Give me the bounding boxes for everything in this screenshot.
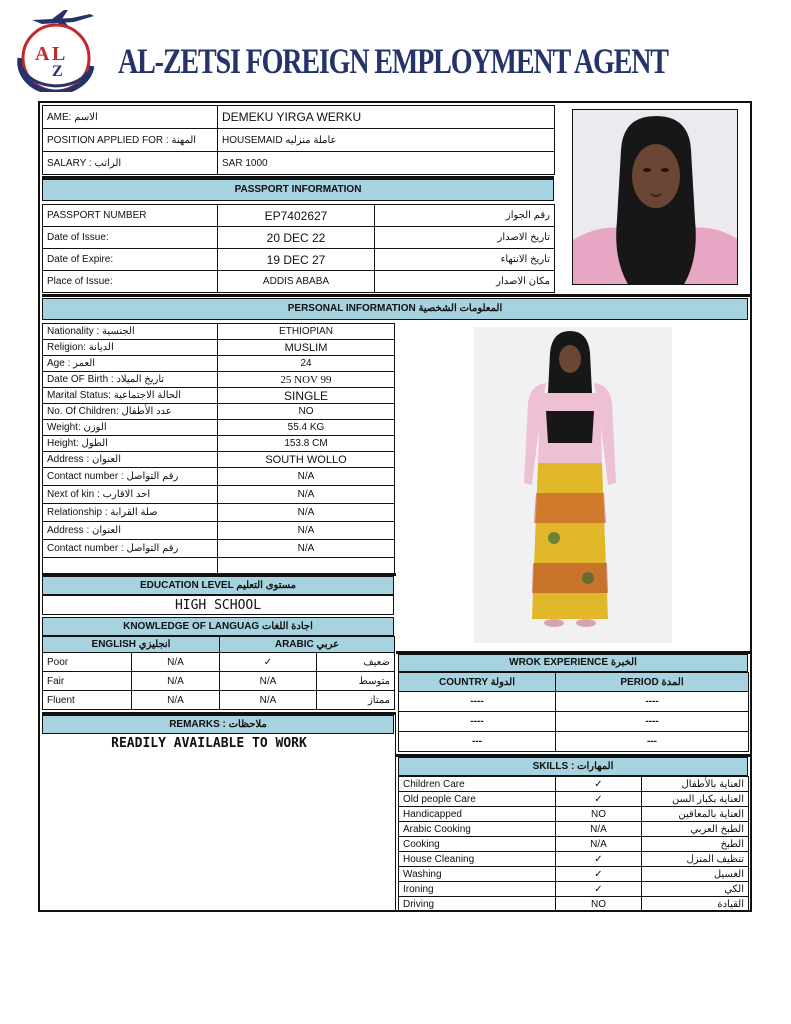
experience-row <box>399 712 749 732</box>
skill-name-ar: العناية بالمعاقين <box>642 807 749 822</box>
next-of-kin-label: Next of kin : احد الاقارب <box>43 486 218 504</box>
marital-status-label: Marital Status: الحالة الاجتماعية <box>43 388 218 404</box>
personal-row <box>43 340 395 356</box>
nationality-value: ETHIOPIAN <box>218 324 395 340</box>
salary-label: SALARY : الراتب <box>43 152 218 175</box>
next-of-kin-value: N/A <box>218 486 395 504</box>
personal-section-title: PERSONAL INFORMATION المعلومات الشخصية <box>42 298 748 320</box>
passport-table <box>42 204 555 293</box>
remarks-divider <box>395 715 396 911</box>
personal-info-table <box>42 323 395 574</box>
skill-row <box>399 837 749 852</box>
expire-date-ar: تاريخ الانتهاء <box>375 249 555 271</box>
passport-row <box>43 271 555 293</box>
skill-row <box>399 822 749 837</box>
skill-name: Arabic Cooking <box>399 822 556 837</box>
height-value: 153.8 CM <box>218 436 395 452</box>
contact-number-value: N/A <box>218 468 395 486</box>
full-body-photo <box>396 323 750 653</box>
skill-row <box>399 777 749 792</box>
personal-row <box>43 468 395 486</box>
skill-row <box>399 897 749 912</box>
language-row <box>43 653 395 672</box>
language-level-ar: ممتاز <box>317 691 395 710</box>
birth-date-value: 25 NOV 99 <box>218 372 395 388</box>
personal-row <box>43 540 395 558</box>
skill-name: Handicapped <box>399 807 556 822</box>
skill-row <box>399 882 749 897</box>
personal-row <box>43 324 395 340</box>
logo-letter-l: L <box>52 43 66 65</box>
place-of-issue-value: ADDIS ABABA <box>218 271 375 293</box>
age-value: 24 <box>218 356 395 372</box>
personal-row <box>43 388 395 404</box>
experience-section-title: WROK EXPERIENCE الخبرة <box>398 654 748 672</box>
period-header: PERIOD المدة <box>556 673 749 692</box>
passport-row <box>43 249 555 271</box>
position-label: POSITION APPLIED FOR : المهنة <box>43 129 218 152</box>
basic-info-table <box>42 105 555 175</box>
skill-name-ar: الطبخ <box>642 837 749 852</box>
section-divider <box>42 294 750 297</box>
place-of-issue-label: Place of Issue: <box>43 271 218 293</box>
remarks-value: READILY AVAILABLE TO WORK <box>111 736 307 751</box>
skill-value: ✓ <box>556 852 642 867</box>
position-value: HOUSEMAID عاملة منزليه <box>218 129 555 152</box>
skill-row <box>399 807 749 822</box>
religion-value: MUSLIM <box>218 340 395 356</box>
skill-name: Ironing <box>399 882 556 897</box>
english-header: ENGLISH انجليزي <box>43 637 220 653</box>
skill-value: N/A <box>556 822 642 837</box>
personal-row <box>43 356 395 372</box>
personal-row <box>43 404 395 420</box>
skill-name: Cooking <box>399 837 556 852</box>
skill-name-ar: الغسيل <box>642 867 749 882</box>
kin-address-value: N/A <box>218 522 395 540</box>
passport-section-title: PASSPORT INFORMATION <box>42 179 554 201</box>
logo-letter-z: Z <box>52 63 63 80</box>
experience-period: ---- <box>556 712 749 732</box>
english-level-value: N/A <box>132 672 220 691</box>
arabic-level-value: N/A <box>220 691 317 710</box>
address-value: SOUTH WOLLO <box>218 452 395 468</box>
language-level: Fair <box>43 672 132 691</box>
personal-row <box>43 420 395 436</box>
issue-date-label: Date of Issue: <box>43 227 218 249</box>
issue-date-ar: تاريخ الاصدار <box>375 227 555 249</box>
nationality-label: Nationality : الجنسية <box>43 324 218 340</box>
languages-table <box>42 636 395 710</box>
kin-contact-value: N/A <box>218 540 395 558</box>
country-header: COUNTRY الدولة <box>399 673 556 692</box>
skill-value: NO <box>556 807 642 822</box>
language-row <box>43 672 395 691</box>
skills-section-title: SKILLS : المهارات <box>398 757 748 776</box>
agency-logo <box>12 6 102 92</box>
experience-table <box>398 672 749 752</box>
birth-date-label: Date OF Birth : تاريخ الميلاد <box>43 372 218 388</box>
language-level-ar: متوسط <box>317 672 395 691</box>
kin-address-label: Address : العنوان <box>43 522 218 540</box>
relationship-value: N/A <box>218 504 395 522</box>
skills-table <box>398 776 749 912</box>
empty-cell <box>43 558 218 574</box>
skill-value: ✓ <box>556 882 642 897</box>
skill-value: ✓ <box>556 867 642 882</box>
marital-status-value: SINGLE <box>218 388 395 404</box>
kin-contact-label: Contact number : رقم التواصل <box>43 540 218 558</box>
skill-name-ar: الطبخ العربي <box>642 822 749 837</box>
children-value: NO <box>218 404 395 420</box>
experience-row <box>399 692 749 712</box>
experience-period: ---- <box>556 692 749 712</box>
personal-row <box>43 436 395 452</box>
name-value: DEMEKU YIRGA WERKU <box>218 106 555 129</box>
skill-row <box>399 852 749 867</box>
skill-value: ✓ <box>556 777 642 792</box>
salary-value: SAR 1000 <box>218 152 555 175</box>
language-level: Poor <box>43 653 132 672</box>
experience-period: --- <box>556 732 749 752</box>
skill-name: House Cleaning <box>399 852 556 867</box>
remarks-section-title: REMARKS : ملاحظات <box>42 715 394 734</box>
place-of-issue-ar: مكان الاصدار <box>375 271 555 293</box>
skill-name-ar: الكي <box>642 882 749 897</box>
passport-number-ar: رقم الجواز <box>375 205 555 227</box>
expire-date-label: Date of Expire: <box>43 249 218 271</box>
relationship-label: Relationship : صلة القرابة <box>43 504 218 522</box>
weight-value: 55.4 KG <box>218 420 395 436</box>
personal-row <box>43 452 395 468</box>
issue-date-value: 20 DEC 22 <box>218 227 375 249</box>
education-section-title: EDUCATION LEVEL مستوى التعليم <box>42 576 394 595</box>
language-level: Fluent <box>43 691 132 710</box>
arabic-level-value: N/A <box>220 672 317 691</box>
children-label: No. Of Children: عدد الأطفال <box>43 404 218 420</box>
languages-section-title: KNOWLEDGE OF LANGUAG اجادة اللغات <box>42 617 394 636</box>
empty-cell <box>218 558 395 574</box>
age-label: Age : العمر <box>43 356 218 372</box>
passport-number-value: EP7402627 <box>218 205 375 227</box>
personal-row <box>43 504 395 522</box>
personal-row <box>43 372 395 388</box>
personal-row <box>43 486 395 504</box>
skill-row <box>399 867 749 882</box>
skill-name: Washing <box>399 867 556 882</box>
skill-name-ar: العناية بكبار السن <box>642 792 749 807</box>
name-label: AME: الاسم <box>43 106 218 129</box>
logo-letter-a: A <box>35 43 50 65</box>
language-row <box>43 691 395 710</box>
skill-name: Driving <box>399 897 556 912</box>
education-value: HIGH SCHOOL <box>42 595 394 615</box>
experience-country: ---- <box>399 712 556 732</box>
contact-number-label: Contact number : رقم التواصل <box>43 468 218 486</box>
address-label: Address : العنوان <box>43 452 218 468</box>
cv-sheet <box>38 101 752 912</box>
religion-label: Religion: الديانة <box>43 340 218 356</box>
arabic-header: ARABIC عربي <box>220 637 395 653</box>
skill-value: ✓ <box>556 792 642 807</box>
skill-value: N/A <box>556 837 642 852</box>
language-level-ar: ضعيف <box>317 653 395 672</box>
skill-name: Old people Care <box>399 792 556 807</box>
skill-name-ar: العناية بالأطفال <box>642 777 749 792</box>
weight-label: Weight: الوزن <box>43 420 218 436</box>
skill-name-ar: القيادة <box>642 897 749 912</box>
experience-row <box>399 732 749 752</box>
english-level-value: N/A <box>132 691 220 710</box>
passport-row <box>43 205 555 227</box>
personal-row <box>43 522 395 540</box>
arabic-level-value: ✓ <box>220 653 317 672</box>
experience-country: --- <box>399 732 556 752</box>
expire-date-value: 19 DEC 27 <box>218 249 375 271</box>
english-level-value: N/A <box>132 653 220 672</box>
skill-value: NO <box>556 897 642 912</box>
passport-row <box>43 227 555 249</box>
agency-title: AL-ZETSI FOREIGN EMPLOYMENT AGENT <box>118 41 668 81</box>
skill-name: Children Care <box>399 777 556 792</box>
experience-country: ---- <box>399 692 556 712</box>
portrait-photo <box>572 109 738 285</box>
skill-row <box>399 792 749 807</box>
skill-name-ar: تنظيف المنزل <box>642 852 749 867</box>
height-label: Height: الطول <box>43 436 218 452</box>
passport-number-label: PASSPORT NUMBER <box>43 205 218 227</box>
